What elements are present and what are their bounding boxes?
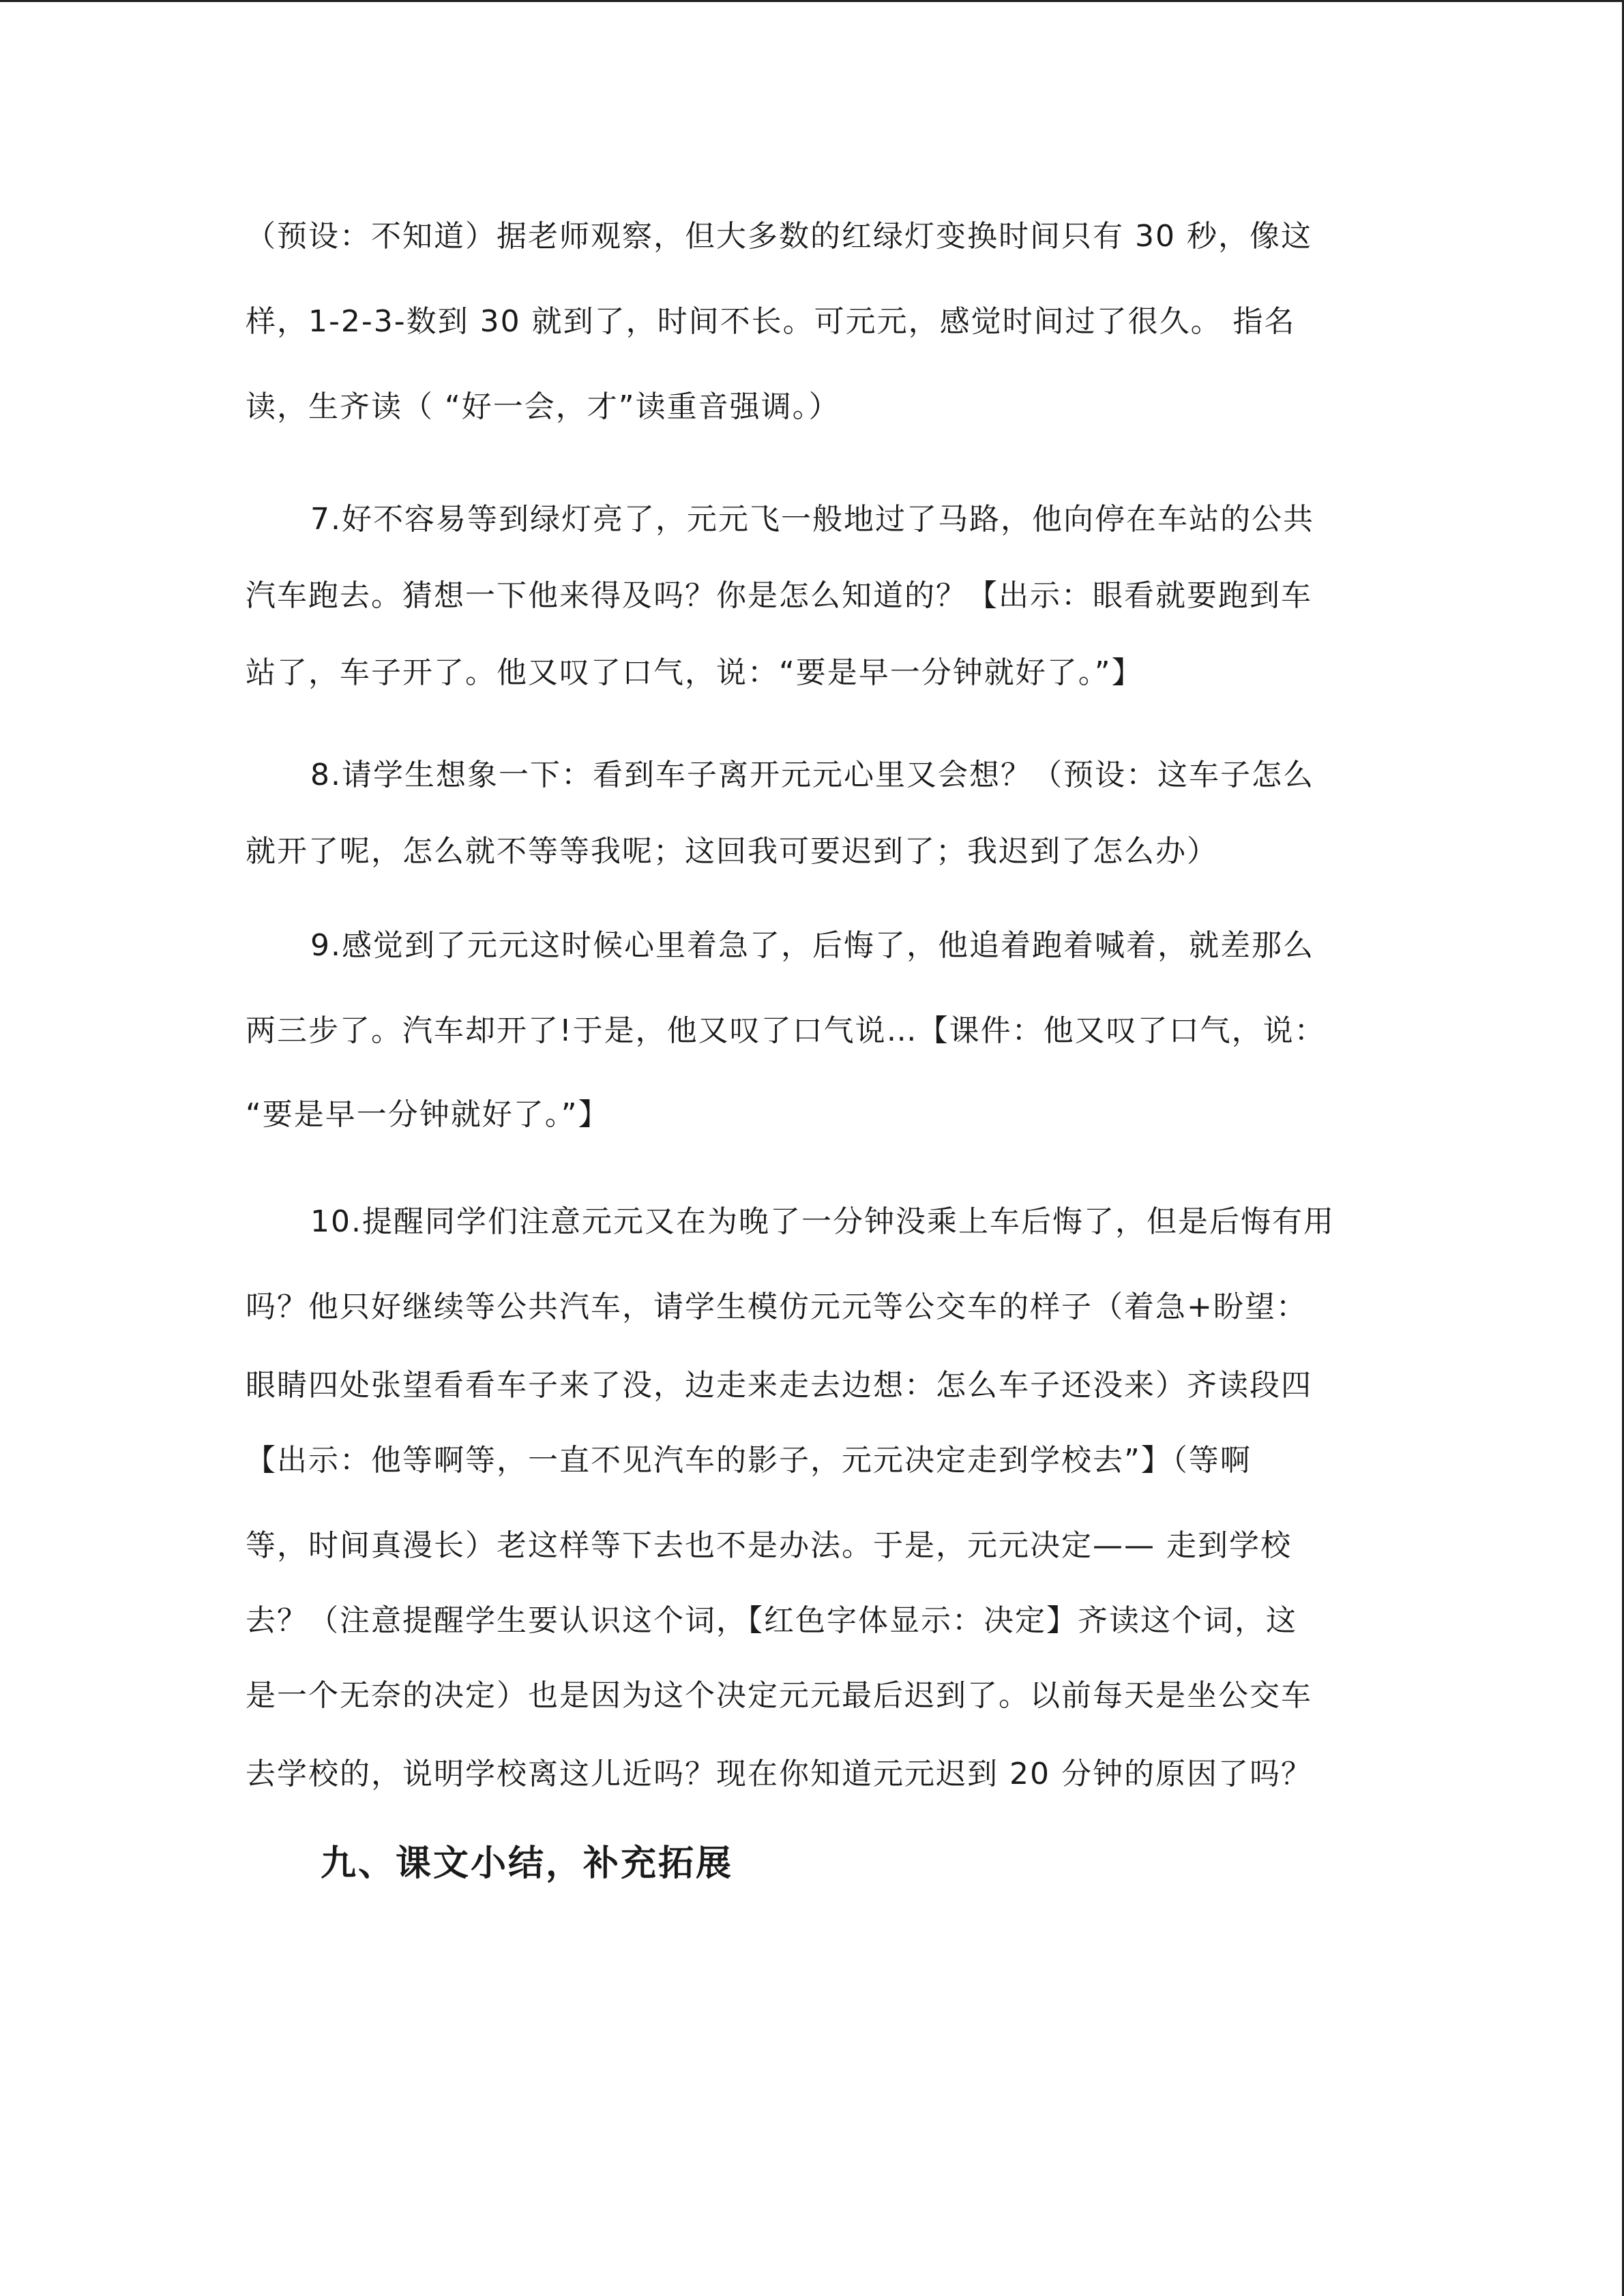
section-heading: 九、课文小结，补充拓展 [321,1843,734,1884]
paragraph-line: 汽车跑去。猜想一下他来得及吗？你是怎么知道的？【出示：眼看就要跑到车 [246,578,1312,613]
paragraph-line: 8.请学生想象一下：看到车子离开元元心里又会想？（预设：这车子怎么 [310,758,1314,792]
paragraph-line: 等，时间真漫长）老这样等下去也不是办法。于是，元元决定—— 走到学校 [246,1528,1292,1563]
paragraph-line: 去学校的，说明学校离这儿近吗？现在你知道元元迟到 20 分钟的原因了吗？ [246,1757,1312,1791]
paragraph-line: 读，生齐读（ “好一会，才”读重音强调。） [246,389,840,424]
paragraph-line: 10.提醒同学们注意元元又在为晚了一分钟没乘上车后悔了，但是后悔有用 [310,1204,1335,1239]
paragraph-line: 是一个无奈的决定）也是因为这个决定元元最后迟到了。以前每天是坐公交车 [246,1678,1312,1713]
paragraph-line: 7.好不容易等到绿灯亮了，元元飞一般地过了马路，他向停在车站的公共 [310,502,1314,537]
paragraph-line: （预设：不知道）据老师观察，但大多数的红绿灯变换时间只有 30 秒，像这 [246,219,1312,254]
paragraph-line: 站了，车子开了。他又叹了口气，说：“要是早一分钟就好了。”】 [246,655,1143,690]
paragraph-line: 两三步了。汽车却开了!于是，他又叹了口气说…【课件：他又叹了口气，说： [246,1013,1326,1048]
paragraph-line: 就开了呢，怎么就不等等我呢；这回我可要迟到了；我迟到了怎么办） [246,834,1218,869]
paragraph-line: “要是早一分钟就好了。”】 [246,1097,610,1132]
paragraph-line: 去？（注意提醒学生要认识这个词，【红色字体显示：决定】齐读这个词，这 [246,1603,1297,1638]
page-border-top [0,0,1624,2]
paragraph-line: 【出示：他等啊等，一直不见汽车的影子，元元决定走到学校去”】（等啊 [246,1443,1252,1478]
paragraph-line: 吗？他只好继续等公共汽车，请学生模仿元元等公交车的样子（着急+盼望： [246,1289,1308,1324]
paragraph-line: 样，1-2-3-数到 30 就到了，时间不长。可元元，感觉时间过了很久。 指名 [246,304,1296,339]
paragraph-line: 眼睛四处张望看看车子来了没，边走来走去边想：怎么车子还没来）齐读段四 [246,1368,1312,1403]
paragraph-line: 9.感觉到了元元这时候心里着急了，后悔了，他追着跑着喊着，就差那么 [310,928,1314,963]
